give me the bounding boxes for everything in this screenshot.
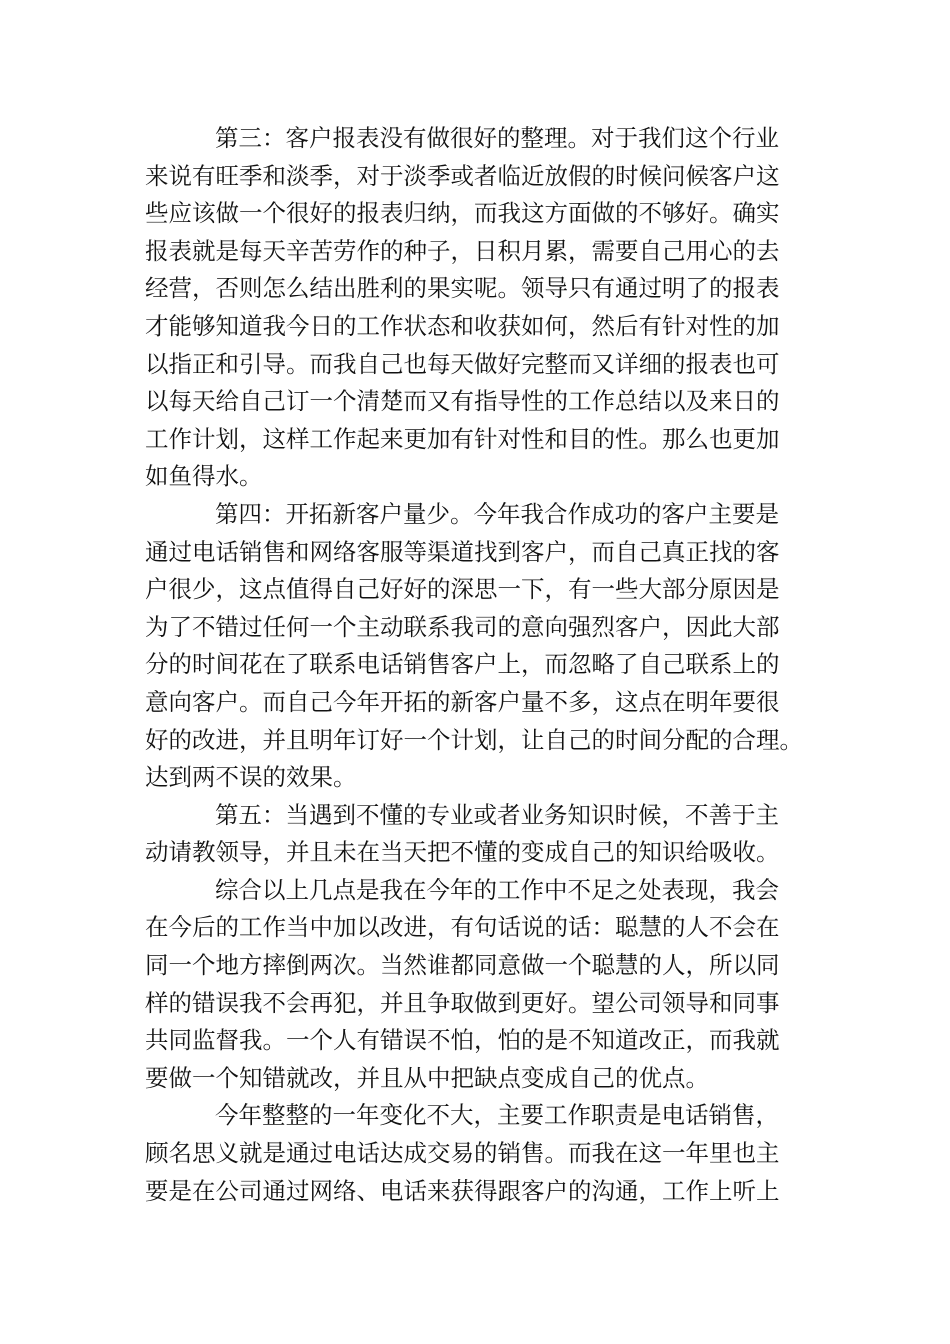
paragraph-first-line: 第五：当遇到不懂的专业或者业务知识时候，不善于主 bbox=[215, 800, 779, 829]
text-line: 样的错误我不会再犯，并且争取做到更好。望公司领导和同事 bbox=[145, 988, 780, 1017]
text-line: 好的改进，并且明年订好一个计划，让自己的时间分配的合理。 bbox=[145, 725, 803, 754]
text-line: 达到两不误的效果。 bbox=[145, 763, 357, 792]
paragraph-first-line: 第四：开拓新客户量少。今年我合作成功的客户主要是 bbox=[215, 499, 779, 528]
text-line: 如鱼得水。 bbox=[145, 462, 263, 491]
text-line: 以指正和引导。而我自己也每天做好完整而又详细的报表也可 bbox=[145, 349, 780, 378]
text-line: 动请教领导，并且未在当天把不懂的变成自己的知识给吸收。 bbox=[145, 838, 780, 867]
text-line: 意向客户。而自己今年开拓的新客户量不多，这点在明年要很 bbox=[145, 687, 780, 716]
text-line: 报表就是每天辛苦劳作的种子，日积月累，需要自己用心的去 bbox=[145, 236, 780, 265]
text-line: 才能够知道我今日的工作状态和收获如何，然后有针对性的加 bbox=[145, 311, 780, 340]
document-body bbox=[145, 120, 815, 1210]
text-line: 要做一个知错就改，并且从中把缺点变成自己的优点。 bbox=[145, 1063, 709, 1092]
text-line: 以每天给自己订一个清楚而又有指导性的工作总结以及来日的 bbox=[145, 387, 780, 416]
text-line: 工作计划，这样工作起来更加有针对性和目的性。那么也更加 bbox=[145, 424, 780, 453]
text-line: 通过电话销售和网络客服等渠道找到客户，而自己真正找的客 bbox=[145, 537, 780, 566]
paragraph-first-line: 今年整整的一年变化不大，主要工作职责是电话销售， bbox=[215, 1101, 779, 1130]
text-line: 来说有旺季和淡季，对于淡季或者临近放假的时候问候客户这 bbox=[145, 161, 780, 190]
paragraph-first-line: 综合以上几点是我在今年的工作中不足之处表现，我会 bbox=[215, 875, 779, 904]
text-line: 在今后的工作当中加以改进，有句话说的话：聪慧的人不会在 bbox=[145, 913, 780, 942]
text-line: 户很少，这点值得自己好好的深思一下，有一些大部分原因是 bbox=[145, 575, 780, 604]
text-line: 共同监督我。一个人有错误不怕，怕的是不知道改正，而我就 bbox=[145, 1026, 780, 1055]
paragraph-first-line: 第三：客户报表没有做很好的整理。对于我们这个行业 bbox=[215, 124, 779, 152]
text-line: 要是在公司通过网络、电话来获得跟客户的沟通，工作上听上 bbox=[145, 1176, 780, 1205]
text-line: 分的时间花在了联系电话销售客户上，而忽略了自己联系上的 bbox=[145, 650, 780, 679]
text-line: 经营，否则怎么结出胜利的果实呢。领导只有通过明了的报表 bbox=[145, 274, 780, 303]
text-line: 同一个地方摔倒两次。当然谁都同意做一个聪慧的人，所以同 bbox=[145, 951, 780, 980]
text-line: 为了不错过任何一个主动联系我司的意向强烈客户，因此大部 bbox=[145, 612, 780, 641]
text-line: 些应该做一个很好的报表归纳，而我这方面做的不够好。确实 bbox=[145, 199, 780, 228]
text-line: 顾名思义就是通过电话达成交易的销售。而我在这一年里也主 bbox=[145, 1139, 780, 1168]
